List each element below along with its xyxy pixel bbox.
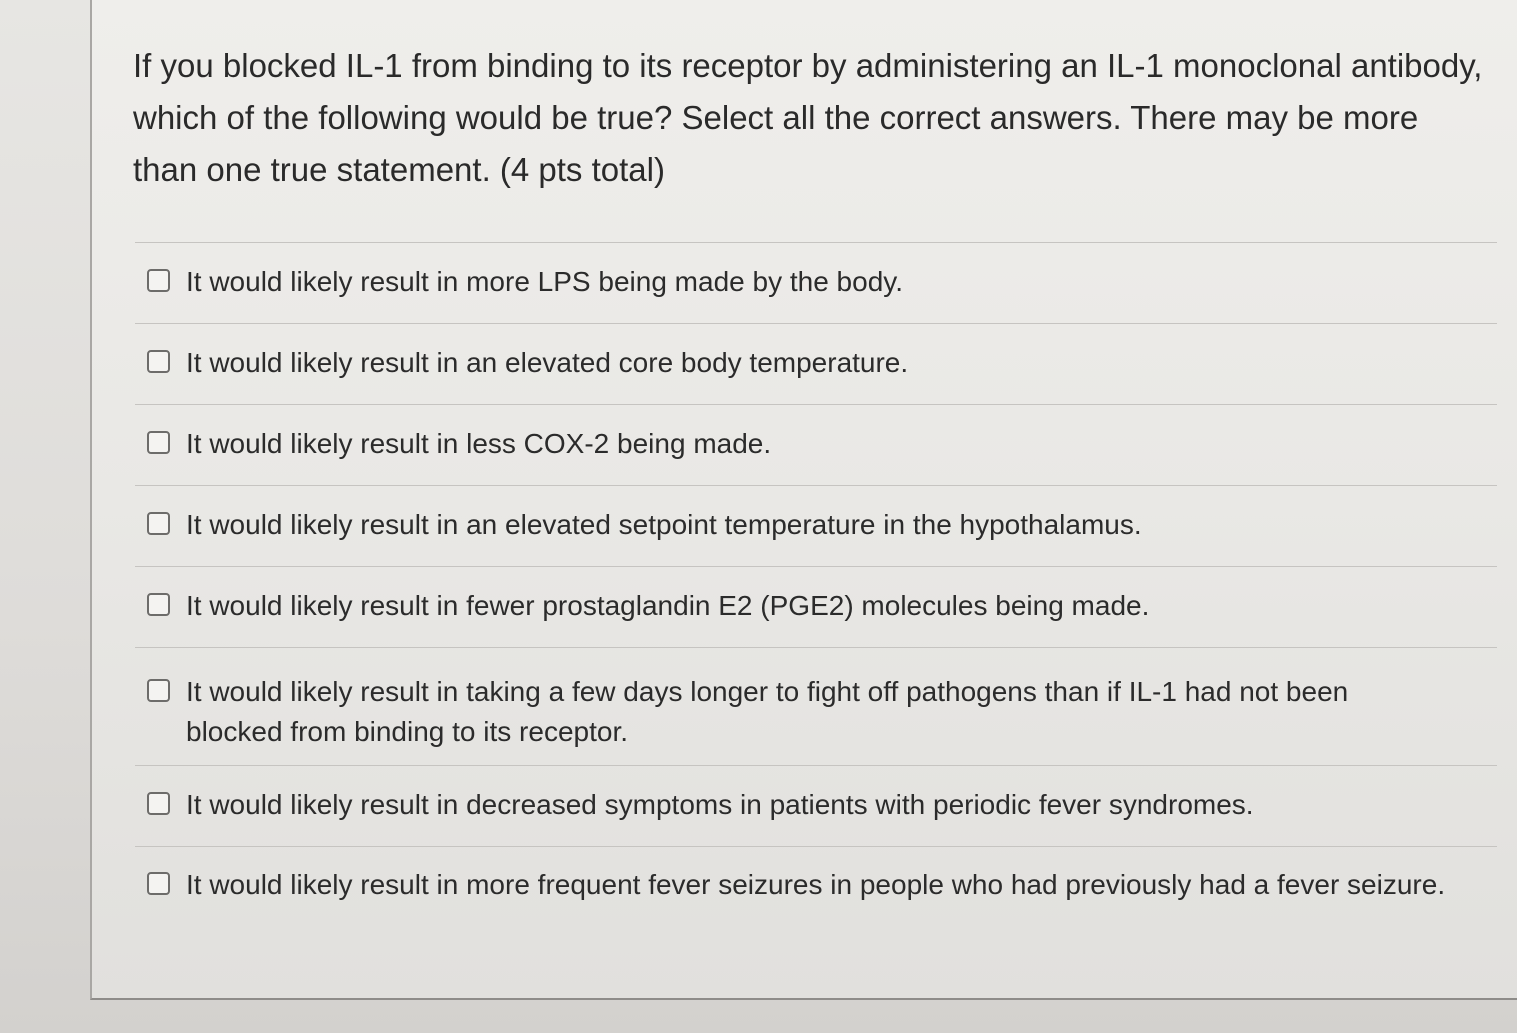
answer-label-5: It would likely result in fewer prostaglandin E2 (PGE2) molecules being made. — [186, 590, 1150, 621]
answer-list — [135, 242, 1497, 966]
answer-option-4[interactable] — [135, 485, 1497, 566]
answer-label-6: It would likely result in taking a few days longer to fight off pathogens than if IL-1 had not been blocked from binding to its receptor. — [186, 676, 1349, 747]
question-prompt: If you blocked IL-1 from binding to its receptor by administering an IL-1 monoclonal antibody, which of the following would be true? Select all the correct answers. There may be more than one true statement. (4 pts total) — [133, 47, 1483, 188]
answer-option-2[interactable] — [135, 323, 1497, 404]
answer-label-2: It would likely result in an elevated core body temperature. — [186, 347, 909, 378]
answer-option-7[interactable] — [135, 765, 1497, 846]
answer-label-1: It would likely result in more LPS being made by the body. — [186, 266, 903, 297]
answer-checkbox-2[interactable] — [147, 350, 170, 373]
answer-checkbox-1[interactable] — [147, 269, 170, 292]
answer-label-8: It would likely result in more frequent fever seizures in people who had previously had a fever seizure. — [186, 869, 1446, 900]
answer-option-1[interactable] — [135, 242, 1497, 323]
answer-option-3[interactable] — [135, 404, 1497, 485]
answer-option-6[interactable] — [135, 647, 1497, 765]
answer-label-7: It would likely result in decreased symptoms in patients with periodic fever syndromes. — [186, 789, 1254, 820]
answer-label-4: It would likely result in an elevated setpoint temperature in the hypothalamus. — [186, 509, 1142, 540]
answer-checkbox-4[interactable] — [147, 512, 170, 535]
answer-checkbox-5[interactable] — [147, 593, 170, 616]
answer-checkbox-8[interactable] — [147, 872, 170, 895]
answer-checkbox-7[interactable] — [147, 792, 170, 815]
answer-checkbox-3[interactable] — [147, 431, 170, 454]
answer-checkbox-6[interactable] — [147, 679, 170, 702]
answer-option-5[interactable] — [135, 566, 1497, 647]
answer-option-8[interactable] — [135, 846, 1497, 966]
answer-label-3: It would likely result in less COX-2 being made. — [186, 428, 772, 459]
